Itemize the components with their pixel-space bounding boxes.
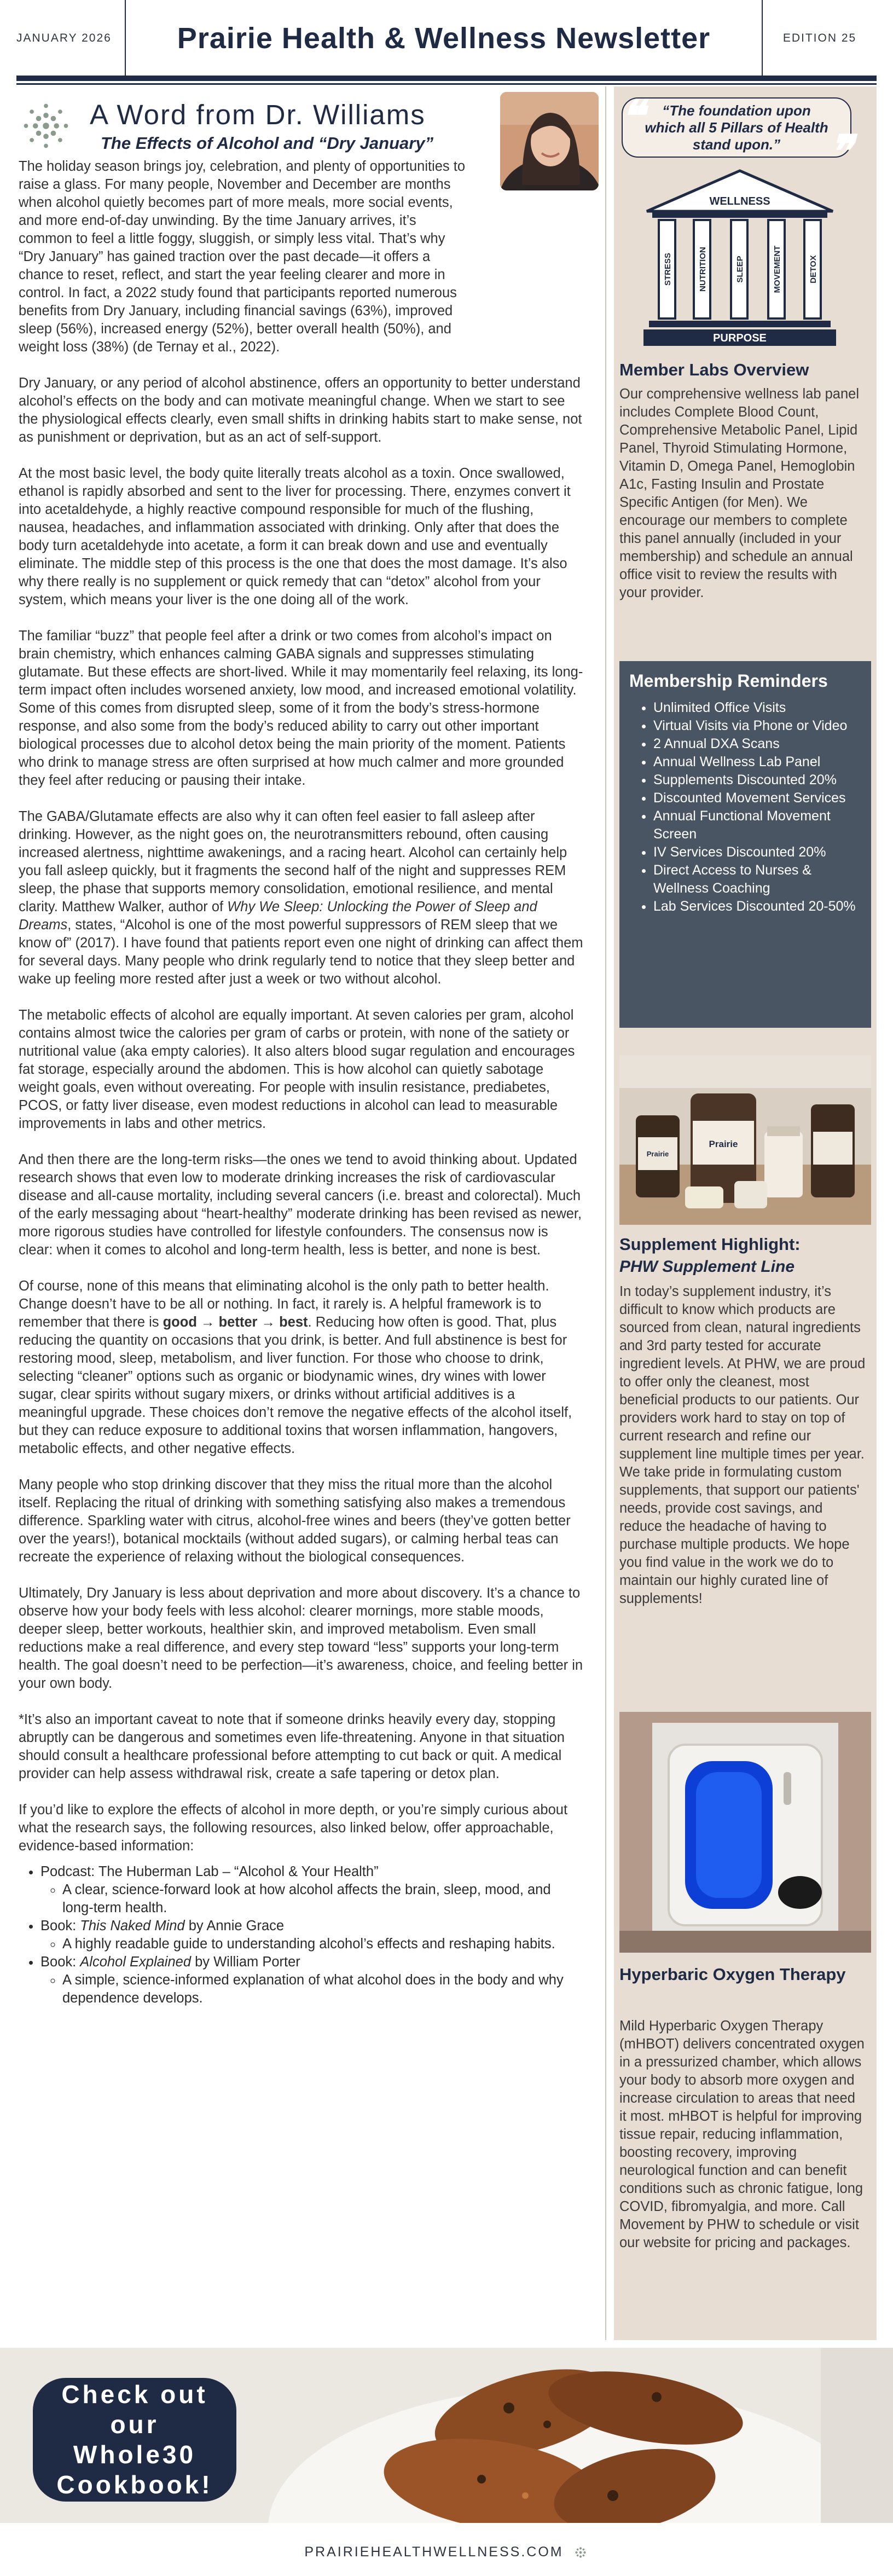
article-title: A Word from Dr. Williams (90, 99, 426, 130)
paragraph: The familiar “buzz” that people feel after a drink or two comes from alcohol’s impact on brain chemistry, which enhances calming GABA signals and suppresses stimulating glutamate. But these effects are short-lived. While it may momentarily feel relaxing, its long-term impact often includes worsened anxiety, low mood, and increased emotional volatility. Some of this comes from disrupted sleep, some of it from the body’s stress-hormone response, and also some from the body’s reduced ability to carry out other important biological processes due to alcohol detox being the main priority of the moment. Patients who drink to manage stress are often surprised at how much calmer and more grounded they feel after reducing or pausing their intake. (19, 628, 583, 788)
pillar-label: MOVEMENT (773, 245, 782, 293)
paragraph: Many people who stop drinking discover that they miss the ritual more than the alcohol itself. Replacing the ritual of drinking with something satisfying also makes a tremendous difference. Sparkling water with citrus, alcohol-free wines and beers (they’ve gotten better over the years!), botanical mocktails (without added sugars), or calming herbal teas can recreate the experience of relaxing without the biological consequences. (19, 1477, 571, 1565)
paragraph: The metabolic effects of alcohol are equally important. At seven calories per gram, alcohol contains almost twice the calories per gram of carbs or protein, with none of the satiety or nutritional value (aka empty calories). It also alters blood sugar regulation and encourages fat storage, especially around the abdomen. This is how alcohol can quietly sabotage weight goals, even without overeating. For people with insulin resistance, prediabetes, PCOS, or fatty liver disease, even modest reductions in alcohol can lead to measurable improvements in labs and other metrics. (19, 1008, 575, 1131)
reminder-item: • Unlimited Office Visits (653, 699, 861, 717)
pillar-label: STRESS (663, 252, 672, 286)
main-column (16, 86, 606, 2340)
website-link[interactable]: PRAIRIEHEALTHWELLNESS.COM (304, 2544, 564, 2560)
header-rule-thin (16, 83, 877, 85)
open-quote-icon: ❝ (621, 90, 645, 142)
pillar-label: NUTRITION (698, 247, 708, 292)
pillars-quote (621, 90, 853, 177)
reminder-item: • IV Services Discounted 20% (653, 843, 861, 861)
sidebar (614, 86, 877, 2340)
hbot-text: Mild Hyperbaric Oxygen Therapy (mHBOT) delivers concentrated oxygen in a pressurized chamber, which allows your body to absorb more oxygen and increase circulation to areas that need it most. mHBOT is helpful for improving tissue repair, reducing inflammation, boosting recovery, improving neurological function and can benefit conditions such as chronic fatigue, long COVID, fibromyalgia, and more. Call Movement by PHW to schedule or visit our website for pricing and packages. (619, 2018, 865, 2250)
book-title: Why We Sleep: Unlocking the Power of Sleep and Dreams (19, 899, 537, 933)
labs-text: Our comprehensive wellness lab panel includes Complete Blood Count, Comprehensive Metabolic Panel, Lipid Panel, Thyroid Stimulating Hormone, Vitamin D, Omega Panel, Hemoglobin A1c, Fasting Insulin and Prostate Specific Antigen (for Men). We encourage our members to complete this panel annually (included in your membership) and schedule an annual office visit to review the results with your provider. (619, 386, 859, 600)
issue-date: JANUARY 2026 (16, 0, 126, 77)
reminders-heading: Membership Reminders (629, 671, 828, 691)
reminder-item: • Discounted Movement Services (653, 789, 861, 807)
resource-item[interactable]: • Podcast: The Huberman Lab – “Alcohol & Your Health” ◦ A clear, science-forward look at how alcohol affects the brain, sleep, mood, and long-term health. (40, 1863, 585, 1917)
resource-list (40, 1863, 585, 2007)
flower-icon (572, 2544, 589, 2561)
supplements-photo (619, 1055, 871, 1225)
roof-label: WELLNESS (709, 195, 770, 207)
hyperbaric-chamber-photo (619, 1712, 871, 1953)
article-body (19, 158, 585, 1855)
membership-reminders (619, 661, 871, 1028)
paragraph: If you’d like to explore the effects of alcohol in more depth, or you’re simply curious about what the research says, the following resources, also linked below, offer approachable, evidence-based information: (19, 1802, 568, 1854)
resource-item[interactable]: • Book: This Naked Mind by Annie Grace ◦ A highly readable guide to understanding alcohol’s effects and reshaping habits. (40, 1917, 585, 1953)
framework-emphasis: good → better → best (163, 1315, 308, 1330)
resource-desc: ◦ A highly readable guide to understanding alcohol’s effects and reshaping habits. (62, 1935, 585, 1953)
reminder-item: • Annual Wellness Lab Panel (653, 753, 861, 771)
paragraph: At the most basic level, the body quite literally treats alcohol as a toxin. Once swallowed, ethanol is rapidly absorbed and sent to the liver for processing. There, enzymes convert it into acetaldehyde, a highly reactive compound responsible for much of the flushing, nausea, headaches, and inflammation associated with drinking. Only after that does the body turn acetaldehyde into acetate, a form it can break down and use and eventually eliminate. The middle step of this process is the one that does the most damage. It’s also why there really is no supplement or quick remedy that can “detox” alcohol from your system, which means your liver is the one doing all of the work. (19, 466, 571, 607)
flower-icon (20, 100, 72, 152)
doctor-portrait (500, 92, 599, 190)
reminder-item: • Supplements Discounted 20% (653, 771, 861, 789)
reminder-item: • Virtual Visits via Phone or Video (653, 717, 861, 735)
edition-number: EDITION 25 (762, 0, 877, 77)
resource-item[interactable]: • Book: Alcohol Explained by William Porter ◦ A simple, science-informed explanation of what alcohol does in the body and why dependence develops. (40, 1953, 585, 2007)
close-quote-icon: ❞ (828, 125, 853, 177)
paragraph: Dry January, or any period of alcohol abstinence, offers an opportunity to better understand alcohol’s effects on the body and can motivate meaningful change. When we start to see the physiological effects clearly, even small shifts in drinking habits start to make sense, not as punishment or deprivation, but as an act of self-support. (19, 375, 582, 445)
resource-desc: ◦ A clear, science-forward look at how alcohol affects the brain, sleep, mood, and long-term health. (62, 1881, 585, 1917)
quote-text: “The foundation upon which all 5 Pillars of Health stand upon.” (645, 102, 828, 153)
pillars-of-health-diagram (641, 167, 838, 348)
newsletter-title: Prairie Health & Wellness Newsletter (177, 22, 711, 55)
pillar-label: SLEEP (735, 256, 745, 283)
article-header (19, 92, 585, 158)
resource-desc: ◦ A simple, science-informed explanation of what alcohol does in the body and why dependence develops. (62, 1971, 585, 2007)
paragraph: *It’s also an important caveat to note that if someone drinks heavily every day, stopping abruptly can be dangerous and sometimes even life-threatening. Anyone in that situation should consult a healthcare professional before attempting to cut back or quit. A medical provider can help assess withdrawal risk, create a safe tapering or detox plan. (19, 1712, 565, 1781)
paragraph-moderation: Of course, none of this means that eliminating alcohol is the only path to better health. Change doesn’t have to be all or nothing. In fact, it rarely is. A helpful framework is to remember that there is good → better → best. Reducing how often is good. That, plus reducing the quantity on occasions that you drink, is better. And full abstinence is best for restoring mood, sleep, metabolism, and liver function. For those who choose to drink, selecting “cleaner” options such as organic or biodynamic wines, dry wines with lower sugar, clear spirits without sugary mixers, or drinks without artificial additives is a meaningful upgrade. These choices don’t remove the negative effects of the alcohol itself, but they can reduce exposure to additional toxins that worsen inflammation, hangovers, metabolic effects, and other negative effects. (19, 1278, 572, 1456)
svg-text:Prairie: Prairie (709, 1139, 738, 1149)
reminders-list (653, 699, 861, 916)
header-rule (16, 76, 877, 81)
pillar-label: DETOX (809, 255, 818, 283)
paragraph: The holiday season brings joy, celebration, and plenty of opportunities to raise a glass. For many people, November and December are months when alcohol quietly becomes part of more meals, more social events, and more end-of-day unwinding. By the time January arrives, it’s common to feel a little foggy, sluggish, or simply less vital. That’s why “Dry January” has gained traction over the past decade—it offers a chance to reset, reflect, and start the year feeling clearer and more in control. In fact, a 2022 study found that participants reported numerous benefits from Dry January, including financial savings (63%), improved sleep (56%), increased energy (52%), better overall health (50%), and weight loss (38%) (de Ternay et al., 2022). (19, 159, 466, 355)
labs-heading: Member Labs Overview (619, 360, 809, 379)
footer (0, 2528, 893, 2576)
reminder-item: • Lab Services Discounted 20-50% (653, 898, 861, 916)
paragraph: Ultimately, Dry January is less about deprivation and more about discovery. It’s a chance to observe how your body feels with less alcohol: clearer mornings, more stable moods, deeper sleep, better workouts, healthier skin, and improved metabolism. Even small reductions make a real difference, and every step toward “less” supports your long-term health. The goal doesn’t need to be perfection—it’s awareness, choice, and feeling better in your own body. (19, 1585, 583, 1691)
reminder-item: • Direct Access to Nurses & Wellness Coaching (653, 861, 861, 898)
newsletter-header (16, 0, 877, 77)
article-subtitle: The Effects of Alcohol and “Dry January” (101, 134, 434, 153)
cookbook-button[interactable]: Check out our Whole30 Cookbook! (33, 2378, 236, 2502)
cookbook-banner[interactable] (0, 2348, 893, 2523)
reminder-item: • Annual Functional Movement Screen (653, 807, 861, 843)
hbot-heading: Hyperbaric Oxygen Therapy (619, 1965, 846, 1984)
supplement-text: In today’s supplement industry, it’s difficult to know which products are sourced from clean, natural ingredients and 3rd party tested for accurate ingredient levels. At PHW, we are proud to offer only the cleanest, most beneficial products to our patients. Our providers work hard to stay on top of current research and refine our supplement line multiple times per year. We take pride in formulating custom supplements, that support our patients' needs, provide cost savings, and reduce the headache of having to purchase multiple products. We hope you find value in the work we do to maintain our highly curated line of supplements! (619, 1284, 866, 1606)
supplement-subheading: PHW Supplement Line (619, 1258, 795, 1276)
supplement-heading: Supplement Highlight: (619, 1235, 801, 1254)
svg-text:Prairie: Prairie (646, 1150, 669, 1158)
paragraph: And then there are the long-term risks—the ones we tend to avoid thinking about. Updated research shows that even low to moderate drinking increases the risk of cardiovascular disease and all-cause mortality, including several cancers (i.e. breast and colorectal). Much of the early messaging about “heart-healthy” moderate drinking has been revised as newer, more rigorous studies have controlled for lifestyle confounders. The consensus now is clear: when it comes to alcohol and long-term health, less is better, and none is best. (19, 1152, 582, 1258)
base-label: PURPOSE (713, 332, 767, 344)
paragraph-sleep: The GABA/Glutamate effects are also why it can often feel easier to fall asleep after drinking. However, as the night goes on, the neurotransmitters rebound, often causing increased alertness, nighttime awakenings, and a racing heart. Alcohol can certainly help you fall asleep quickly, but it fragments the second half of the night and suppresses REM sleep, the phase that supports memory consolidation, emotional resilience, and mental clarity. Matthew Walker, author of Why We Sleep: Unlocking the Power of Sleep and Dreams, states, “Alcohol is one of the most powerful suppressors of REM sleep that we know of” (2017). I have found that patients report even one night of drinking can affect them for several days. Many people who drink regularly tend to notice that they sleep better and wake up feeling more rested after just a week or two without alcohol. (19, 809, 583, 987)
reminder-item: • 2 Annual DXA Scans (653, 735, 861, 753)
